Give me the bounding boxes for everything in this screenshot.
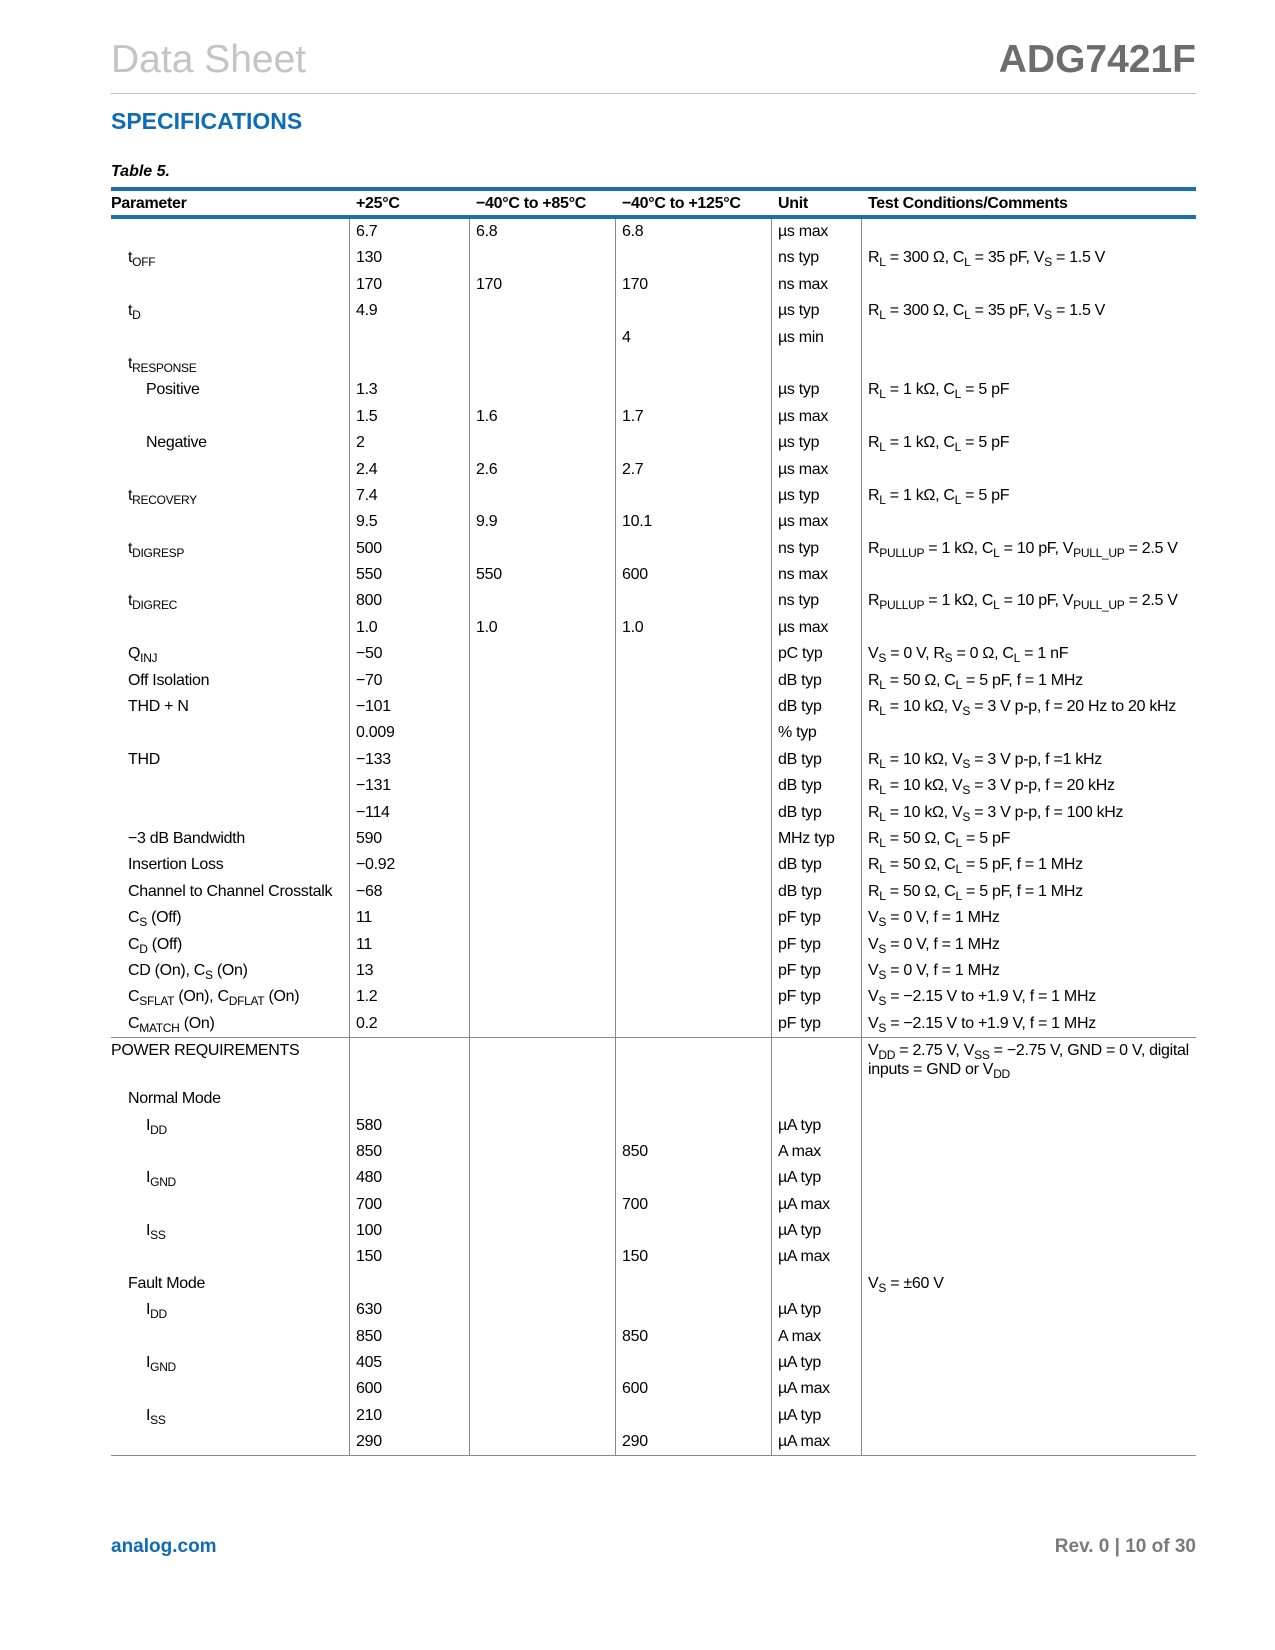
- cell-parameter: Negative: [146, 434, 207, 452]
- table-row: [111, 905, 1196, 931]
- cell-unit: ns typ: [778, 592, 819, 610]
- cell-conditions: $R_L = 50$ Ω, $C_L = 5$ pF: [868, 829, 1011, 850]
- cell-conditions: $R_L = 10$ kΩ, $V_S = 3$ V p-p, f =1 kHz: [868, 750, 1102, 771]
- cell-unit: % typ: [778, 724, 817, 742]
- cell-parameter: $C_{MATCH}$ (On): [128, 1014, 215, 1035]
- cell-parameter: $I_{GND}$: [146, 1354, 176, 1375]
- cell-125c: 600: [622, 566, 648, 584]
- header-parameter: Parameter: [111, 195, 187, 212]
- cell-unit: µs typ: [778, 302, 820, 320]
- cell-conditions: $V_S = -2.15$ V to +1.9 V, f = 1 MHz: [868, 988, 1096, 1009]
- header-divider: [111, 93, 1196, 94]
- cell-parameter: $I_{DD}$: [146, 1116, 167, 1137]
- cell-25c: 7.4: [356, 486, 378, 504]
- cell-conditions: $V_S = 0$ V, f = 1 MHz: [868, 961, 1000, 982]
- cell-parameter: Normal Mode: [128, 1090, 221, 1108]
- cell-conditions: $V_S = \pm 60$ V: [868, 1274, 944, 1295]
- table-row: [111, 1376, 1196, 1402]
- cell-125c: 1.0: [622, 618, 644, 636]
- table-row: [111, 1429, 1196, 1455]
- cell-25c: 480: [356, 1169, 382, 1187]
- cell-unit: µs typ: [778, 486, 820, 504]
- table-row: [111, 615, 1196, 641]
- column-divider: [469, 219, 470, 1456]
- table-row: [111, 483, 1196, 509]
- cell-25c: 700: [356, 1195, 382, 1213]
- table-row: [111, 932, 1196, 958]
- cell-unit: dB typ: [778, 698, 822, 716]
- cell-unit: pF typ: [778, 935, 821, 953]
- cell-125c: 700: [622, 1195, 648, 1213]
- header-unit: Unit: [778, 195, 808, 212]
- table-row: [111, 1271, 1196, 1297]
- cell-unit: ns max: [778, 566, 828, 584]
- table-row: [111, 1192, 1196, 1218]
- cell-25c: 210: [356, 1406, 382, 1424]
- cell-unit: µA max: [778, 1195, 830, 1213]
- table-row: [111, 1403, 1196, 1429]
- cell-25c: 1.3: [356, 381, 378, 399]
- table-row: [111, 457, 1196, 483]
- cell-25c: 11: [356, 935, 373, 953]
- table-row: [111, 272, 1196, 298]
- cell-unit: µs max: [778, 407, 829, 425]
- cell-25c: 4.9: [356, 302, 378, 320]
- cell-unit: µA max: [778, 1433, 830, 1451]
- cell-unit: µs max: [778, 223, 829, 240]
- cell-25c: −68: [356, 882, 383, 900]
- table-bottom-rule: [111, 1455, 1196, 1456]
- cell-125c: 290: [622, 1433, 648, 1451]
- table-caption: Table 5.: [111, 163, 170, 180]
- cell-parameter: $Q_{INJ}$: [128, 645, 158, 666]
- table-row: [111, 377, 1196, 403]
- cell-parameter: $t_{DIGRESP}$: [128, 539, 185, 560]
- cell-125c: 4: [622, 328, 631, 346]
- table-row: [111, 984, 1196, 1010]
- cell-25c: 290: [356, 1433, 382, 1451]
- column-divider: [861, 219, 862, 1456]
- table-row: [111, 1324, 1196, 1350]
- cell-conditions: $V_{DD} = 2.75$ V, $V_{SS} = -2.75$ V, GND = 0 V, digital inputs = GND or $V_{DD}$: [868, 1042, 1189, 1082]
- cell-25c: 6.7: [356, 223, 378, 240]
- cell-25c: −70: [356, 671, 383, 689]
- cell-25c: 405: [356, 1354, 382, 1372]
- table-row: [111, 958, 1196, 984]
- cell-conditions: $R_L = 10$ kΩ, $V_S = 3$ V p-p, f = 20 Hz to 20 kHz: [868, 698, 1176, 719]
- cell-parameter: CD (On), $C_S$ (On): [128, 961, 248, 982]
- cell-parameter: Fault Mode: [128, 1274, 206, 1292]
- cell-25c: 2: [356, 434, 365, 452]
- cell-unit: dB typ: [778, 750, 822, 768]
- cell-125c: 600: [622, 1380, 648, 1398]
- cell-conditions: $R_{PULLUP} = 1$ kΩ, $C_L = 10$ pF, $V_{PULL\_UP} = 2.5$ V: [868, 592, 1178, 613]
- footer-revision: Rev. 0 | 10 of 30: [1054, 1536, 1196, 1557]
- cell-85c: 6.8: [476, 223, 498, 240]
- cell-25c: 590: [356, 829, 382, 847]
- cell-25c: −0.92: [356, 856, 395, 874]
- table-row: [111, 219, 1196, 245]
- table-row: [111, 800, 1196, 826]
- cell-125c: 850: [622, 1142, 648, 1160]
- cell-conditions: $R_{PULLUP} = 1$ kΩ, $C_L = 10$ pF, $V_{PULL\_UP} = 2.5$ V: [868, 539, 1178, 560]
- table-row: [111, 1139, 1196, 1165]
- cell-25c: 9.5: [356, 513, 378, 531]
- cell-85c: 170: [476, 275, 502, 293]
- cell-parameter: $I_{DD}$: [146, 1301, 167, 1322]
- column-divider: [771, 219, 772, 1456]
- cell-unit: ns typ: [778, 249, 819, 267]
- cell-conditions: $V_S = 0$ V, $R_S = 0$ Ω, $C_L = 1$ nF: [868, 645, 1069, 666]
- table-body: [111, 219, 1196, 1456]
- cell-125c: 2.7: [622, 460, 644, 478]
- cell-25c: 170: [356, 275, 382, 293]
- column-divider: [349, 219, 350, 1456]
- table-row: [111, 747, 1196, 773]
- cell-unit: µs max: [778, 513, 829, 531]
- cell-parameter: POWER REQUIREMENTS: [111, 1042, 300, 1060]
- cell-unit: µA max: [778, 1380, 830, 1398]
- table-header-row: [111, 187, 1196, 219]
- cell-unit: µA max: [778, 1248, 830, 1266]
- cell-parameter: Channel to Channel Crosstalk: [128, 882, 333, 900]
- cell-125c: 150: [622, 1248, 648, 1266]
- table-row: [111, 430, 1196, 456]
- cell-conditions: $V_S = 0$ V, f = 1 MHz: [868, 909, 1000, 930]
- cell-conditions: $V_S = 0$ V, f = 1 MHz: [868, 935, 1000, 956]
- header-part-number: ADG7421F: [998, 38, 1196, 81]
- cell-unit: µs typ: [778, 434, 820, 452]
- cell-unit: pF typ: [778, 988, 821, 1006]
- cell-25c: 1.5: [356, 407, 378, 425]
- cell-unit: pF typ: [778, 961, 821, 979]
- cell-unit: µA typ: [778, 1169, 821, 1187]
- cell-parameter: $t_{OFF}$: [128, 249, 156, 270]
- cell-125c: 170: [622, 275, 648, 293]
- table-row: [111, 245, 1196, 271]
- cell-unit: µA typ: [778, 1301, 821, 1319]
- header-125c: −40°C to +125°C: [622, 195, 741, 212]
- cell-parameter: $C_S$ (Off): [128, 909, 182, 930]
- cell-unit: µs typ: [778, 381, 820, 399]
- table-row: [111, 562, 1196, 588]
- cell-25c: −131: [356, 777, 391, 795]
- cell-25c: 11: [356, 909, 373, 927]
- cell-unit: µA typ: [778, 1116, 821, 1134]
- table-row: [111, 1165, 1196, 1191]
- cell-parameter: −3 dB Bandwidth: [128, 829, 245, 847]
- cell-125c: 850: [622, 1327, 648, 1345]
- cell-unit: MHz typ: [778, 829, 835, 847]
- cell-unit: dB typ: [778, 856, 822, 874]
- cell-85c: 1.0: [476, 618, 498, 636]
- table-row: [111, 852, 1196, 878]
- cell-25c: 800: [356, 592, 382, 610]
- cell-parameter: $C_{SFLAT}$ (On), $C_{DFLAT}$ (On): [128, 988, 300, 1009]
- cell-25c: 100: [356, 1222, 382, 1240]
- cell-parameter: Off Isolation: [128, 671, 210, 689]
- specifications-table: [111, 187, 1196, 1456]
- cell-unit: dB typ: [778, 803, 822, 821]
- cell-parameter: $t_{DIGREC}$: [128, 592, 178, 613]
- cell-conditions: $R_L = 1$ kΩ, $C_L = 5$ pF: [868, 434, 1010, 455]
- cell-25c: 850: [356, 1142, 382, 1160]
- cell-conditions: $R_L = 10$ kΩ, $V_S = 3$ V p-p, f = 100 kHz: [868, 803, 1124, 824]
- cell-unit: µs max: [778, 618, 829, 636]
- cell-unit: ns max: [778, 275, 828, 293]
- table-row: [111, 1086, 1196, 1112]
- cell-conditions: $R_L = 1$ kΩ, $C_L = 5$ pF: [868, 381, 1010, 402]
- cell-parameter: $t_D$: [128, 302, 141, 323]
- table-row: [111, 641, 1196, 667]
- table-row: [111, 1244, 1196, 1270]
- cell-unit: ns typ: [778, 539, 819, 557]
- header-doc-type: Data Sheet: [111, 38, 307, 81]
- cell-parameter: $t_{RESPONSE}$: [128, 354, 197, 375]
- header-conditions: Test Conditions/Comments: [868, 195, 1068, 212]
- table-row: [111, 668, 1196, 694]
- cell-125c: 6.8: [622, 223, 644, 240]
- table-row: [111, 404, 1196, 430]
- table-row: [111, 536, 1196, 562]
- cell-85c: 9.9: [476, 513, 498, 531]
- cell-conditions: $R_L = 50$ Ω, $C_L = 5$ pF, f = 1 MHz: [868, 671, 1083, 692]
- table-row: [111, 694, 1196, 720]
- cell-unit: µs max: [778, 460, 829, 478]
- cell-unit: µs min: [778, 328, 824, 346]
- cell-25c: −101: [356, 698, 391, 716]
- cell-parameter: $C_D$ (Off): [128, 935, 182, 956]
- cell-unit: dB typ: [778, 882, 822, 900]
- table-row: [111, 509, 1196, 535]
- cell-25c: 1.2: [356, 988, 378, 1006]
- cell-unit: pF typ: [778, 1014, 821, 1032]
- cell-85c: 2.6: [476, 460, 498, 478]
- cell-125c: 1.7: [622, 407, 644, 425]
- cell-25c: 0.009: [356, 724, 395, 742]
- cell-25c: 0.2: [356, 1014, 378, 1032]
- column-divider: [615, 219, 616, 1456]
- table-row: [111, 826, 1196, 852]
- cell-conditions: $R_L = 300$ Ω, $C_L = 35$ pF, $V_S = 1.5$ V: [868, 249, 1106, 270]
- cell-25c: 550: [356, 566, 382, 584]
- cell-25c: 1.0: [356, 618, 378, 636]
- cell-parameter: $I_{SS}$: [146, 1406, 166, 1427]
- cell-85c: 1.6: [476, 407, 498, 425]
- cell-unit: A max: [778, 1142, 821, 1160]
- cell-25c: 13: [356, 961, 374, 979]
- header-85c: −40°C to +85°C: [476, 195, 586, 212]
- table-row: [111, 325, 1196, 351]
- cell-conditions: $R_L = 1$ kΩ, $C_L = 5$ pF: [868, 486, 1010, 507]
- cell-unit: A max: [778, 1327, 821, 1345]
- section-title: SPECIFICATIONS: [111, 108, 303, 134]
- cell-25c: 500: [356, 539, 382, 557]
- cell-unit: dB typ: [778, 671, 822, 689]
- cell-unit: pC typ: [778, 645, 823, 663]
- cell-parameter: $t_{RECOVERY}$: [128, 486, 197, 507]
- cell-85c: 550: [476, 566, 502, 584]
- table-row: [111, 1297, 1196, 1323]
- cell-unit: µA typ: [778, 1406, 821, 1424]
- cell-parameter: Positive: [146, 381, 200, 399]
- cell-25c: 630: [356, 1301, 382, 1319]
- cell-125c: 10.1: [622, 513, 652, 531]
- cell-conditions: $V_S = -2.15$ V to +1.9 V, f = 1 MHz: [868, 1014, 1096, 1035]
- table-row: [111, 879, 1196, 905]
- table-row: [111, 1218, 1196, 1244]
- footer-website[interactable]: analog.com: [111, 1536, 217, 1557]
- cell-unit: pF typ: [778, 909, 821, 927]
- cell-unit: dB typ: [778, 777, 822, 795]
- cell-25c: 600: [356, 1380, 382, 1398]
- cell-25c: 130: [356, 249, 382, 267]
- table-row: [111, 1113, 1196, 1139]
- table-row: [111, 1011, 1196, 1037]
- cell-conditions: $R_L = 50$ Ω, $C_L = 5$ pF, f = 1 MHz: [868, 882, 1083, 903]
- cell-parameter: $I_{GND}$: [146, 1169, 176, 1190]
- table-row: [111, 298, 1196, 324]
- cell-25c: −114: [356, 803, 390, 821]
- cell-conditions: $R_L = 300$ Ω, $C_L = 35$ pF, $V_S = 1.5$ V: [868, 302, 1106, 323]
- cell-25c: −50: [356, 645, 383, 663]
- cell-unit: µA typ: [778, 1222, 821, 1240]
- cell-25c: 580: [356, 1116, 382, 1134]
- header-25c: +25°C: [356, 195, 400, 212]
- cell-parameter: THD: [128, 750, 160, 768]
- cell-unit: µA typ: [778, 1354, 821, 1372]
- table-row: [111, 773, 1196, 799]
- cell-25c: 850: [356, 1327, 382, 1345]
- cell-parameter: THD + N: [128, 698, 189, 716]
- cell-conditions: $R_L = 10$ kΩ, $V_S = 3$ V p-p, f = 20 kHz: [868, 777, 1115, 798]
- table-row: [111, 720, 1196, 746]
- table-row: [111, 351, 1196, 377]
- cell-conditions: $R_L = 50$ Ω, $C_L = 5$ pF, f = 1 MHz: [868, 856, 1083, 877]
- cell-25c: −133: [356, 750, 391, 768]
- cell-parameter: Insertion Loss: [128, 856, 224, 874]
- cell-parameter: $I_{SS}$: [146, 1222, 166, 1243]
- table-row: [111, 1037, 1196, 1086]
- cell-25c: 150: [356, 1248, 382, 1266]
- table-row: [111, 1350, 1196, 1376]
- table-row: [111, 588, 1196, 614]
- cell-25c: 2.4: [356, 460, 378, 478]
